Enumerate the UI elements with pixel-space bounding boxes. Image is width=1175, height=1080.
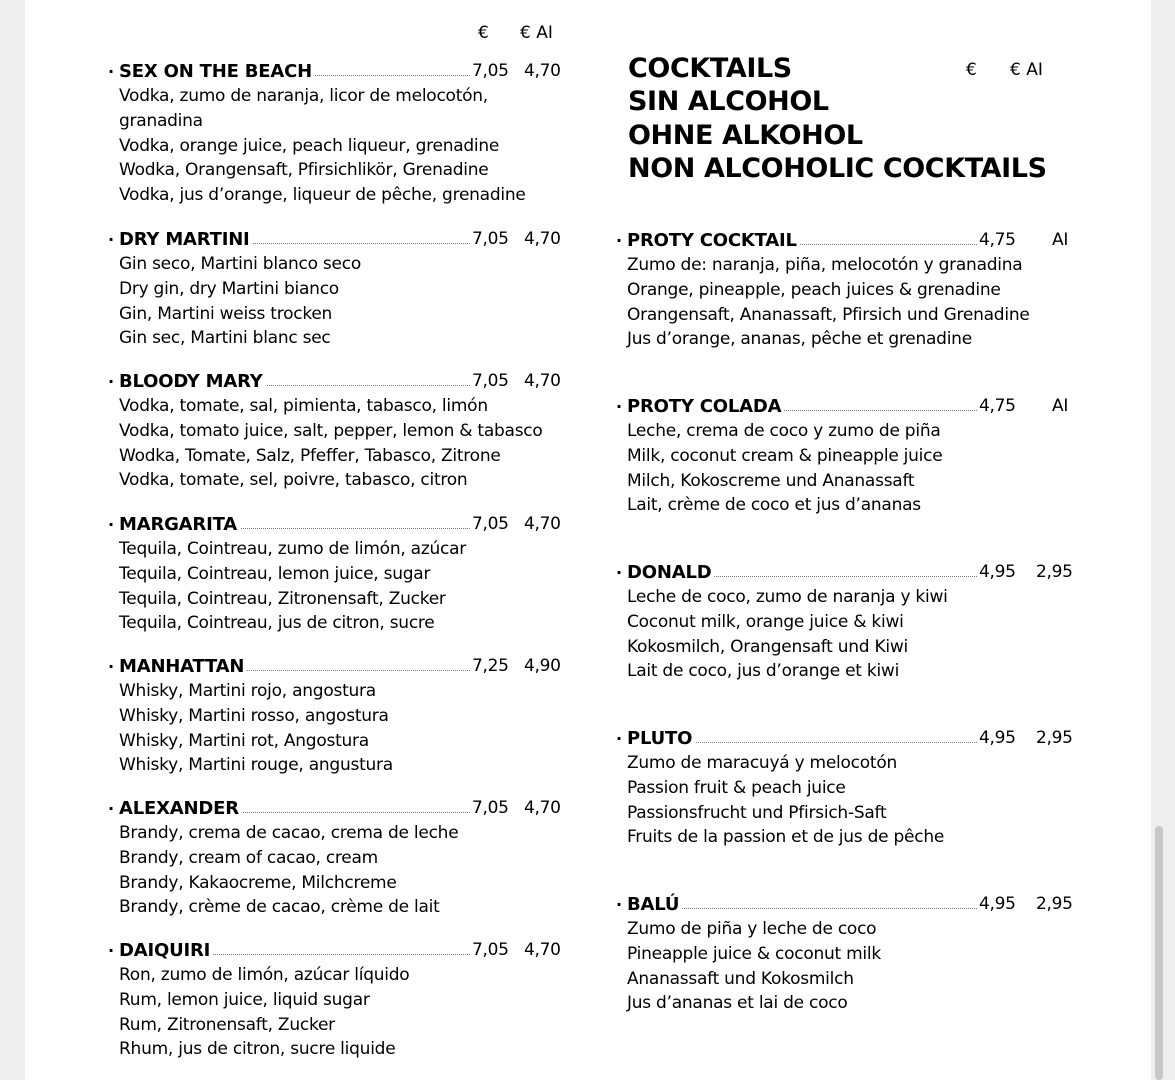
menu-item (616, 394, 1076, 518)
description-line: Vodka, tomato juice, salt, pepper, lemon & tabasco (119, 420, 543, 441)
item-name: PROTY COLADA (627, 394, 784, 419)
description-line: Leche de coco, zumo de naranja y kiwi (627, 587, 948, 607)
menu-item-header (616, 726, 1076, 751)
description-line: Zumo de: naranja, piña, melocotón y granadina (627, 255, 1023, 275)
description-line: Rum, lemon juice, liquid sugar (119, 989, 370, 1010)
description-line: Fruits de la passion et de jus de pêche (627, 827, 945, 848)
description-line: Pineapple juice & coconut milk (627, 943, 881, 964)
item-price: 7,05 (472, 61, 509, 81)
description-line: Tequila, Cointreau, lemon juice, sugar (119, 563, 431, 584)
description-line: Brandy, crème de cacao, crème de lait (119, 897, 440, 918)
menu-item (616, 726, 1076, 850)
description-line: Wodka, Orangensaft, Pfirsichlikör, Grenadine (119, 160, 489, 181)
description-line: Whisky, Martini rosso, angostura (119, 705, 389, 726)
item-name: MANHATTAN (119, 654, 247, 679)
description-line: Milch, Kokoscreme und Ananassaft (627, 470, 915, 491)
item-price: 7,05 (472, 514, 509, 534)
menu-item-header (616, 228, 1076, 253)
description-line: Wodka, Tomate, Salz, Pfeffer, Tabasco, Zitrone (119, 445, 501, 466)
item-price: 7,05 (472, 229, 509, 249)
item-price-all-inclusive: AI (1052, 396, 1069, 416)
description-line: Ananassaft und Kokosmilch (627, 968, 854, 989)
description-line: Jus d’orange, ananas, pêche et grenadine (627, 329, 972, 350)
menu-item (616, 560, 1076, 684)
description-line: Whisky, Martini rojo, angostura (119, 681, 376, 701)
description-line: Kokosmilch, Orangensaft und Kiwi (627, 636, 908, 657)
menu-item-header (616, 560, 1076, 585)
scrollbar-thumb[interactable] (1155, 826, 1163, 1080)
item-description (119, 963, 564, 1062)
item-description (627, 917, 1076, 1016)
description-line: Lait, crème de coco et jus d’ananas (627, 495, 921, 516)
item-price-all-inclusive: 2,95 (1036, 562, 1073, 582)
item-price: 4,95 (979, 894, 1016, 914)
menu-item (108, 227, 564, 351)
item-price: 4,95 (979, 562, 1016, 582)
bullet-icon: · (108, 799, 115, 818)
bullet-icon: · (616, 729, 623, 748)
description-line: Passionsfrucht und Pfirsich-Saft (627, 802, 887, 823)
description-line: Zumo de maracuyá y melocotón (627, 753, 898, 773)
menu-item (108, 512, 564, 636)
description-line: Coconut milk, orange juice & kiwi (627, 611, 904, 632)
item-price: 7,05 (472, 798, 509, 818)
item-price-all-inclusive: 4,70 (524, 371, 561, 391)
description-line: Whisky, Martini rouge, angustura (119, 755, 393, 776)
description-line: Whisky, Martini rot, Angostura (119, 730, 369, 751)
right-price-header-eur-ai: € AI (1010, 60, 1043, 80)
description-line: Brandy, Kakaocreme, Milchcreme (119, 872, 397, 893)
description-line: Rhum, jus de citron, sucre liquide (119, 1039, 396, 1060)
description-line: Vodka, jus d’orange, liqueur de pêche, grenadine (119, 185, 526, 206)
description-line: Vodka, tomate, sal, pimienta, tabasco, limón (119, 396, 488, 416)
item-name: PLUTO (627, 726, 695, 751)
item-description (119, 679, 564, 778)
item-description (627, 419, 1076, 518)
menu-item-header (108, 796, 564, 821)
bullet-icon: · (108, 62, 115, 81)
item-price-all-inclusive: 4,70 (524, 229, 561, 249)
description-line: Dry gin, dry Martini bianco (119, 278, 339, 299)
item-name: PROTY COCKTAIL (627, 228, 800, 253)
menu-item-header (108, 512, 564, 537)
item-price-all-inclusive: 4,70 (524, 940, 561, 960)
item-name: MARGARITA (119, 512, 240, 537)
item-price: 4,75 (979, 396, 1016, 416)
description-line: Orange, pineapple, peach juices & grenadine (627, 279, 1001, 300)
item-name: SEX ON THE BEACH (119, 59, 315, 84)
item-price: 7,05 (472, 940, 509, 960)
item-description (627, 585, 1076, 684)
description-line: Vodka, tomate, sel, poivre, tabasco, citron (119, 470, 468, 491)
menu-item-header (108, 654, 564, 679)
item-name: DAIQUIRI (119, 938, 213, 963)
menu-item (108, 796, 564, 920)
menu-item (616, 892, 1076, 1016)
right-price-header-eur: € (966, 60, 977, 80)
item-name: ALEXANDER (119, 796, 242, 821)
description-line: Ron, zumo de limón, azúcar líquido (119, 965, 410, 985)
description-line: Gin seco, Martini blanco seco (119, 254, 361, 274)
bullet-icon: · (108, 941, 115, 960)
description-line: Leche, crema de coco y zumo de piña (627, 421, 941, 441)
left-price-header-eur-ai: € AI (520, 23, 553, 43)
item-price: 7,05 (472, 371, 509, 391)
bullet-icon: · (108, 372, 115, 391)
item-price-all-inclusive: AI (1052, 230, 1069, 250)
description-line: Gin, Martini weiss trocken (119, 303, 333, 324)
menu-item-header (616, 394, 1076, 419)
item-name: DONALD (627, 560, 714, 585)
bullet-icon: · (616, 231, 623, 250)
description-line: Tequila, Cointreau, zumo de limón, azúcar (119, 539, 467, 559)
menu-item (108, 938, 564, 1062)
description-line: Brandy, crema de cacao, crema de leche (119, 823, 459, 843)
description-line: Vodka, orange juice, peach liqueur, grenadine (119, 135, 500, 156)
item-description (119, 84, 564, 208)
menu-item (108, 369, 564, 493)
section-title (628, 52, 1047, 185)
description-line: Zumo de piña y leche de coco (627, 919, 877, 939)
description-line: Tequila, Cointreau, Zitronensaft, Zucker (119, 588, 446, 609)
bullet-icon: · (108, 230, 115, 249)
description-line: Lait de coco, jus d’orange et kiwi (627, 661, 900, 682)
description-line: Passion fruit & peach juice (627, 777, 846, 798)
bullet-icon: · (616, 397, 623, 416)
item-name: DRY MARTINI (119, 227, 253, 252)
description-line: Orangensaft, Ananassaft, Pfirsich und Grenadine (627, 304, 1030, 325)
section-title-line: OHNE ALKOHOL (628, 119, 863, 151)
description-line: Rum, Zitronensaft, Zucker (119, 1014, 335, 1035)
item-description (119, 252, 564, 351)
item-price: 7,25 (472, 656, 509, 676)
menu-item-header (616, 892, 1076, 917)
section-title-line: COCKTAILS (628, 53, 792, 84)
item-price-all-inclusive: 2,95 (1036, 894, 1073, 914)
item-name: BALÚ (627, 892, 682, 917)
description-line: Brandy, cream of cacao, cream (119, 847, 378, 868)
item-price-all-inclusive: 4,90 (524, 656, 561, 676)
item-name: BLOODY MARY (119, 369, 266, 394)
section-title-line: NON ALCOHOLIC COCKTAILS (628, 152, 1047, 184)
item-description (627, 253, 1076, 352)
item-price-all-inclusive: 4,70 (524, 798, 561, 818)
item-price-all-inclusive: 4,70 (524, 514, 561, 534)
description-line: Gin sec, Martini blanc sec (119, 328, 331, 349)
bullet-icon: · (616, 563, 623, 582)
menu-item (108, 654, 564, 778)
menu-item (108, 59, 564, 208)
item-description (627, 751, 1076, 850)
description-line: Jus d’ananas et lai de coco (627, 993, 848, 1014)
description-line: Vodka, zumo de naranja, licor de melocotón, (119, 86, 488, 106)
bullet-icon: · (108, 515, 115, 534)
bullet-icon: · (108, 657, 115, 676)
menu-item-header (108, 938, 564, 963)
item-description (119, 821, 564, 920)
menu-item-header (108, 59, 564, 84)
left-price-header-eur: € (478, 23, 489, 43)
item-description (119, 394, 564, 493)
item-price-all-inclusive: 4,70 (524, 61, 561, 81)
description-line: Milk, coconut cream & pineapple juice (627, 445, 943, 466)
item-description (119, 537, 564, 636)
item-price: 4,75 (979, 230, 1016, 250)
description-line: Tequila, Cointreau, jus de citron, sucre (119, 613, 435, 634)
bullet-icon: · (616, 895, 623, 914)
menu-item (616, 228, 1076, 352)
description-line: granadina (119, 110, 203, 131)
menu-item-header (108, 227, 564, 252)
item-price: 4,95 (979, 728, 1016, 748)
section-title-line: SIN ALCOHOL (628, 86, 829, 118)
item-price-all-inclusive: 2,95 (1036, 728, 1073, 748)
menu-item-header (108, 369, 564, 394)
